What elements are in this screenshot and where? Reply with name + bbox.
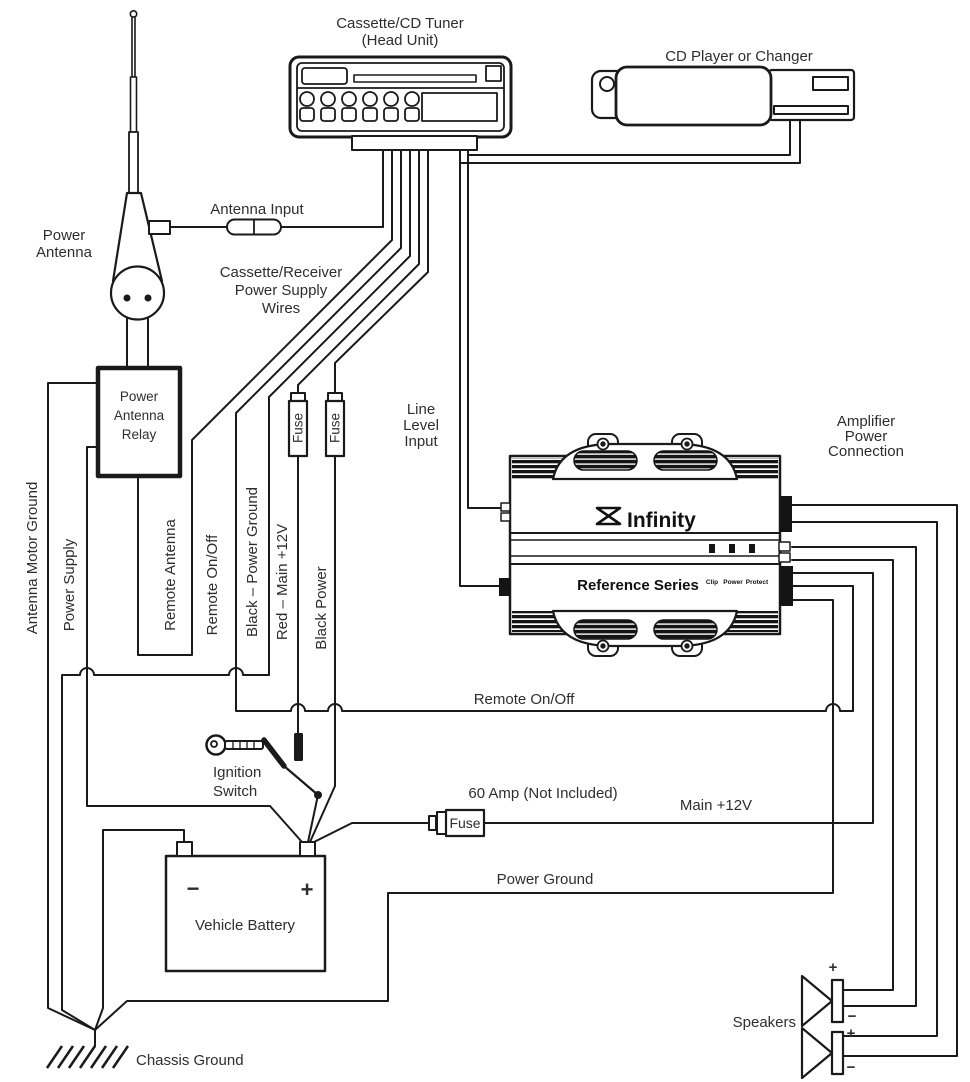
chassis-ground-icon	[47, 1046, 128, 1068]
line-level-label-3: Input	[404, 433, 438, 450]
fuse-red-main	[289, 393, 307, 456]
cassette-slot	[354, 75, 476, 82]
ignition-label-2: Switch	[213, 783, 258, 800]
battery-body	[166, 856, 325, 971]
speakers	[733, 959, 857, 1078]
battery-neg-post	[177, 842, 192, 856]
fuse-label: Fuse	[290, 412, 306, 444]
cassette-wires-label-3: Wires	[261, 300, 301, 317]
head-unit	[290, 57, 511, 150]
ignition-label-1: Ignition	[213, 764, 262, 781]
amp-fuse-note-label: 60 Amp (Not Included)	[468, 785, 618, 802]
head-unit-display-main	[422, 93, 497, 121]
cassette-wires-label-2: Power Supply	[234, 282, 328, 299]
amp-led-clip: Clip	[705, 579, 719, 586]
switch-pivot-dot	[314, 791, 322, 799]
battery-neg-sign: −	[186, 876, 200, 901]
wire-black-power	[335, 150, 428, 393]
amp-top-grille-left	[574, 451, 637, 470]
speaker-icon	[802, 976, 843, 1026]
cd-player-slot-thin	[774, 106, 848, 114]
cd-player-slot-small	[813, 77, 848, 90]
antenna-input-label: Antenna Input	[210, 201, 304, 218]
speakers-label: Speakers	[732, 1014, 796, 1031]
main-12v-label: Main +12V	[679, 797, 753, 814]
power-antenna-relay	[98, 368, 180, 476]
amp-bottom-grille-left	[574, 620, 637, 639]
wire-speaker1-pos	[792, 560, 893, 990]
power-antenna-label-2: Antenna	[36, 244, 92, 261]
antenna-terminal-dot-1	[124, 295, 131, 302]
main-fuse	[429, 810, 484, 836]
power-antenna	[111, 11, 170, 320]
antenna-mast-seg3	[129, 132, 138, 193]
red-main-12v-label: Red – Main +12V	[274, 523, 291, 641]
antenna-mast-seg1	[132, 17, 135, 77]
antenna-mast-seg2	[131, 77, 137, 132]
antenna-side-tab	[149, 221, 170, 234]
wire-fuse-to-battery	[314, 823, 429, 842]
amp-bottom-grille-right	[654, 620, 717, 639]
wire-antenna-motor-ground	[48, 383, 98, 1030]
cassette-wires-label-1: Cassette/Receiver	[219, 264, 343, 281]
cd-player	[592, 67, 854, 125]
battery-label: Vehicle Battery	[194, 917, 296, 934]
remote-on-off-h-label: Remote On/Off	[473, 691, 575, 708]
speaker2-neg: −	[846, 1059, 856, 1076]
key-icon	[207, 736, 264, 755]
wire-amp-remote	[792, 586, 853, 711]
line-level-label-2: Level	[403, 417, 439, 434]
remote-antenna-label: Remote Antenna	[162, 519, 179, 631]
head-unit-display-small	[302, 68, 347, 84]
battery-pos-sign: +	[300, 877, 314, 902]
amp-led-protect: Protect	[745, 579, 769, 586]
chassis-ground-label: Chassis Ground	[136, 1052, 244, 1069]
line-level-label-1: Line	[406, 401, 436, 418]
amplifier	[499, 434, 793, 656]
amp-brand: Infinity	[627, 509, 696, 532]
amp-conn-label-3: Connection	[828, 443, 904, 460]
antenna-input-connector	[227, 220, 281, 235]
battery-pos-post	[300, 842, 315, 856]
amp-led-power: Power	[723, 579, 743, 586]
switch-contact	[264, 740, 284, 766]
head-unit-label-1: Cassette/CD Tuner	[336, 15, 464, 32]
black-power-label: Black Power	[313, 566, 330, 650]
amp-conn-label-1: Amplifier	[836, 413, 896, 430]
cd-player-body	[616, 67, 771, 125]
speaker-icon	[802, 1028, 843, 1078]
power-ground-label: Power Ground	[496, 871, 594, 888]
switch-arm	[284, 766, 318, 795]
relay-label-3: Relay	[121, 427, 157, 442]
relay-label-1: Power	[119, 389, 159, 404]
relay-label-2: Antenna	[113, 408, 165, 423]
black-power-ground-label: Black – Power Ground	[244, 486, 261, 638]
power-antenna-label-1: Power	[42, 227, 86, 244]
remote-on-off-v-label: Remote On/Off	[204, 534, 221, 636]
eject-button	[486, 66, 501, 81]
amp-body	[510, 456, 780, 634]
head-unit-connector	[352, 136, 477, 150]
speaker1-pos: +	[828, 959, 838, 976]
wire-speaker2-neg	[792, 505, 957, 1056]
antenna-motor-ground-label: Antenna Motor Ground	[24, 481, 41, 635]
speaker2-pos: +	[846, 1025, 856, 1042]
vehicle-battery	[166, 842, 325, 971]
antenna-terminal-dot-2	[145, 295, 152, 302]
head-unit-label-2: (Head Unit)	[361, 32, 439, 49]
amp-top-grille-right	[654, 451, 717, 470]
speaker1-neg: −	[847, 1008, 857, 1025]
wire-line-level-upper	[468, 150, 510, 508]
power-supply-label: Power Supply	[61, 538, 78, 632]
fuse-black-power	[326, 393, 344, 456]
fuse-label: Fuse	[327, 412, 343, 444]
cd-player-knob	[600, 77, 614, 91]
cd-player-label: CD Player or Changer	[665, 48, 813, 65]
red-wire-terminal	[294, 733, 303, 761]
amp-conn-label-2: Power	[844, 428, 888, 445]
amp-series: Reference Series	[577, 577, 699, 594]
antenna-base	[111, 267, 164, 320]
fuse-label: Fuse	[449, 815, 481, 831]
